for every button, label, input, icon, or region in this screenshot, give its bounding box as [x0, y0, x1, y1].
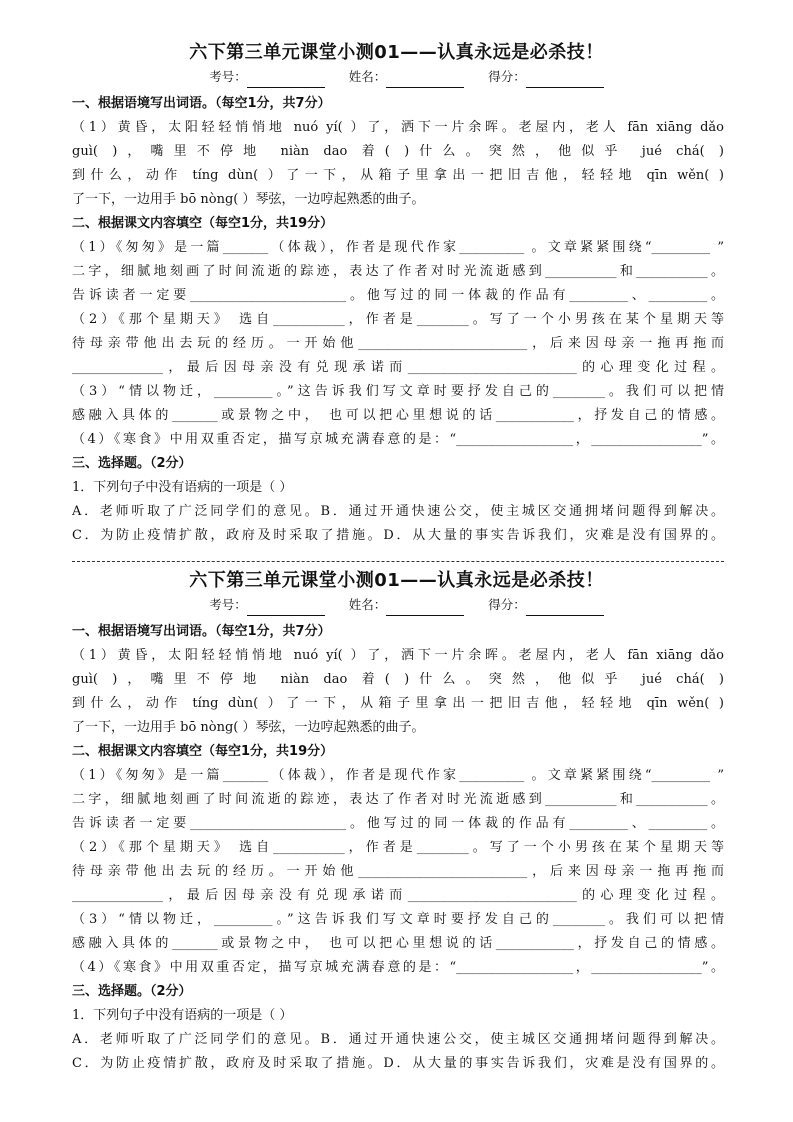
text-line: （4）《寒食》中用双重否定，描写京城充满春意的是：“__________________，_________________”。 [72, 960, 724, 975]
text-line: 二字，细腻地刻画了时间流逝的踪迹，表达了作者对时光流逝感到___________和___________。 [72, 792, 724, 807]
text-line: ______________，最后因母亲没有兑现承诺而__________________________的心理变化过程。 [72, 888, 724, 903]
section-heading: 三、选择题。（2分） [72, 456, 192, 471]
exam-number-blank[interactable] [247, 73, 325, 88]
answer-options: C．为防止疫情扩散，政府及时采取了措施。D．从大量的事实告诉我们，灾难是没有国界的。 [72, 1056, 724, 1071]
text-line: （2）《那个星期天》 选自___________，作者是________。写了一个小男孩在某个星期天等 [72, 840, 724, 855]
question-text: 1．下列句子中没有语病的一项是（ ） [72, 1008, 293, 1023]
page-title: 六下第三单元课堂小测01——认真永远是必杀技！ [189, 42, 604, 63]
text-line: guì( )，嘴里不停地 niàn dao 着( )什么。突然，他似乎 jué chá( ) [72, 672, 724, 687]
header-fields [20, 66, 793, 88]
text-line: 到什么，动作 tíng dùn( ）了一下，从箱子里拿出一把旧吉他，轻轻地 qīn wěn( ) [72, 168, 724, 183]
text-line: （3）“情以物迁，_________。”这告诉我们写文章时要抒发自己的________。我们可以把情 [72, 912, 724, 927]
text-line: 到什么，动作 tíng dùn( ）了一下，从箱子里拿出一把旧吉他，轻轻地 qīn wěn( ) [72, 696, 724, 711]
question-text: 1．下列句子中没有语病的一项是（ ） [72, 480, 293, 495]
text-line: 二字，细腻地刻画了时间流逝的踪迹，表达了作者对时光流逝感到___________和___________。 [72, 264, 724, 279]
section-heading: 一、根据语境写出词语。（每空1分，共7分） [72, 624, 331, 639]
student-name-field[interactable] [349, 66, 465, 88]
text-line: （1）《匆匆》是一篇_______（体裁），作者是现代作家__________ 。文章紧紧围绕“_________ ” [72, 768, 724, 783]
exam-number-field[interactable] [209, 594, 325, 616]
text-line: 告诉读者一定要________________________。他写过的同一体裁的作品有_________、_________。 [72, 288, 724, 303]
text-line: （3）“情以物迁，_________。”这告诉我们写文章时要抒发自己的________。我们可以把情 [72, 384, 724, 399]
score-blank[interactable] [526, 73, 604, 88]
quiz-body [72, 92, 724, 548]
score-field[interactable] [488, 66, 604, 88]
student-name-label: 姓名： [348, 597, 387, 612]
text-line: ______________，最后因母亲没有兑现承诺而__________________________的心理变化过程。 [72, 360, 724, 375]
student-name-field[interactable] [349, 594, 465, 616]
text-line: 待母亲带他出去玩的经历。一开始他__________________________，后来因母亲一拖再拖而 [72, 864, 724, 879]
answer-options: C．为防止疫情扩散，政府及时采取了措施。D．从大量的事实告诉我们，灾难是没有国界的。 [72, 528, 724, 543]
text-line: 感融入具体的_______或景物之中， 也可以把心里想说的话____________，抒发自己的情感。 [72, 936, 724, 951]
score-label: 得分： [488, 69, 526, 84]
score-field[interactable] [488, 594, 604, 616]
section-heading: 一、根据语境写出词语。（每空1分，共7分） [72, 96, 331, 111]
answer-options: A．老师听取了广泛同学们的意见。B．通过开通快速公交，使主城区交通拥堵问题得到解决。 [72, 1032, 724, 1047]
text-line: （1）黄昏，太阳轻轻悄悄地 nuó yí( ）了，洒下一片余晖。老屋内，老人 fān xiāng dǎo [72, 648, 724, 663]
quiz-body [72, 620, 724, 1076]
section-heading: 三、选择题。（2分） [72, 984, 192, 999]
cut-line-divider [72, 561, 724, 562]
text-line: （1）《匆匆》是一篇_______（体裁），作者是现代作家__________ 。文章紧紧围绕“_________ ” [72, 240, 724, 255]
quiz-copy-top [0, 40, 793, 543]
exam-number-blank[interactable] [247, 601, 325, 616]
section-heading: 二、根据课文内容填空（每空1分，共19分） [72, 744, 334, 759]
quiz-copy-bottom [0, 568, 793, 1071]
text-line: 待母亲带他出去玩的经历。一开始他__________________________，后来因母亲一拖再拖而 [72, 336, 724, 351]
text-line: 告诉读者一定要________________________。他写过的同一体裁的作品有_________、_________。 [72, 816, 724, 831]
text-line: guì( )，嘴里不停地 niàn dao 着( )什么。突然，他似乎 jué chá( ) [72, 144, 724, 159]
student-name-blank[interactable] [386, 601, 464, 616]
section-heading: 二、根据课文内容填空（每空1分，共19分） [72, 216, 334, 231]
header-fields [20, 594, 793, 616]
exam-number-label: 考号： [209, 597, 247, 612]
text-line: （4）《寒食》中用双重否定，描写京城充满春意的是：“__________________，_________________”。 [72, 432, 724, 447]
text-line: 感融入具体的_______或景物之中， 也可以把心里想说的话____________，抒发自己的情感。 [72, 408, 724, 423]
score-label: 得分： [488, 597, 526, 612]
exam-number-field[interactable] [209, 66, 325, 88]
exam-number-label: 考号： [209, 69, 247, 84]
text-line: 了一下，一边用手 bō nòng( ）琴弦，一边哼起熟悉的曲子。 [72, 720, 425, 735]
student-name-label: 姓名： [348, 69, 387, 84]
score-blank[interactable] [526, 601, 604, 616]
text-line: （1）黄昏，太阳轻轻悄悄地 nuó yí( ）了，洒下一片余晖。老屋内，老人 fān xiāng dǎo [72, 120, 724, 135]
student-name-blank[interactable] [386, 73, 464, 88]
answer-options: A．老师听取了广泛同学们的意见。B．通过开通快速公交，使主城区交通拥堵问题得到解决。 [72, 504, 724, 519]
page-title: 六下第三单元课堂小测01——认真永远是必杀技！ [189, 570, 604, 591]
text-line: 了一下，一边用手 bō nòng( ）琴弦，一边哼起熟悉的曲子。 [72, 192, 425, 207]
text-line: （2）《那个星期天》 选自___________，作者是________。写了一个小男孩在某个星期天等 [72, 312, 724, 327]
